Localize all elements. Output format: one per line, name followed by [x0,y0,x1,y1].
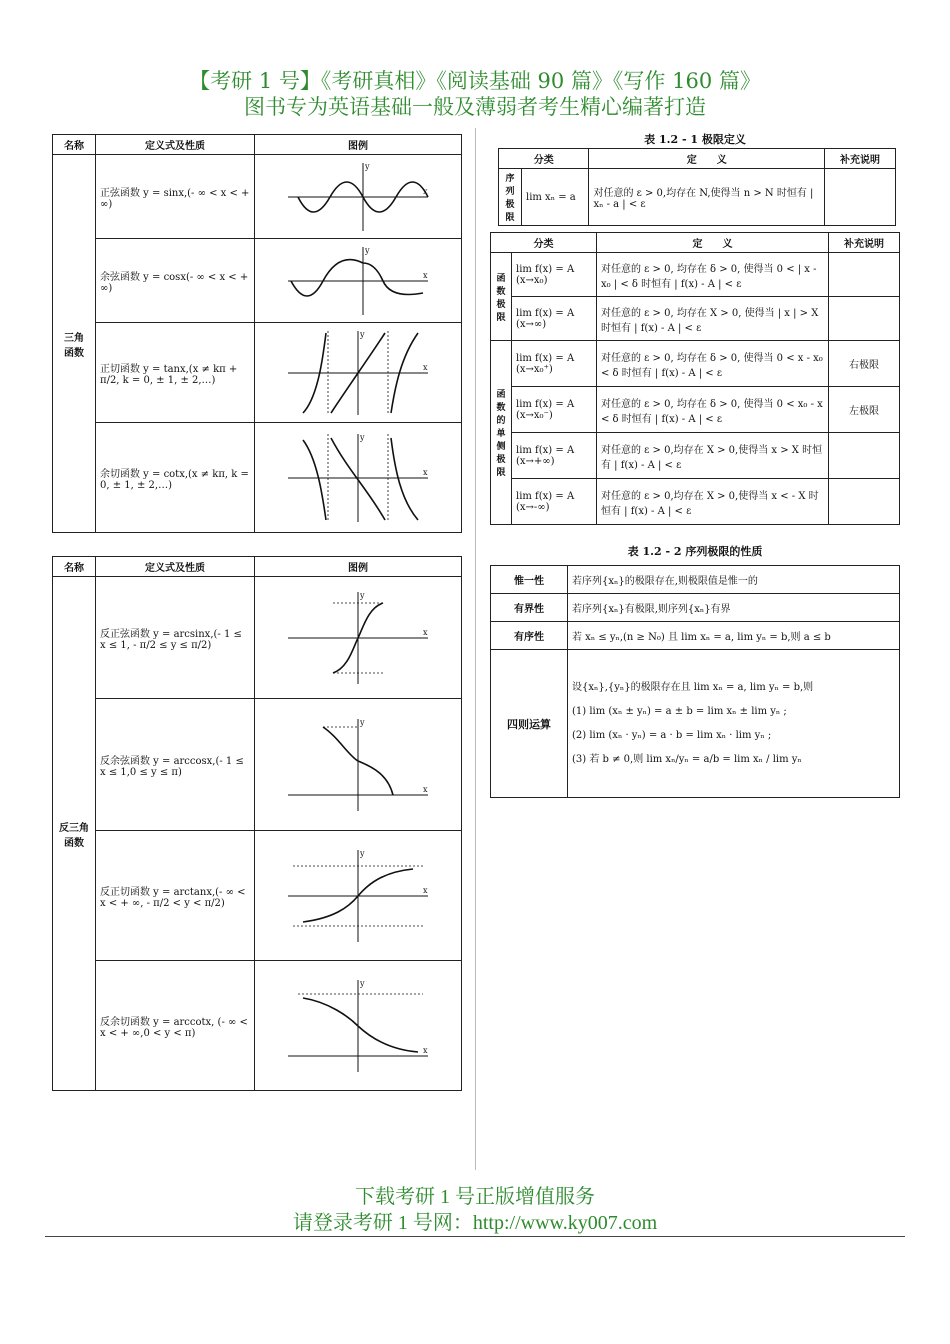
trig-function-table [52,134,462,533]
func-limit-note-1 [829,253,900,297]
col-header-definition: 定 义 [597,233,829,253]
cos-graph [283,243,433,319]
graph-cot [255,423,462,533]
footer-line-2: 请登录考研 1 号网：http://www.ky007.com [292,1212,658,1234]
def-arcsin: 反正弦函数 y = arcsinx,(- 1 ≤ x ≤ 1, - π/2 ≤ y ≤ π/2) [96,577,255,699]
graph-arccos [255,699,462,831]
tan-graph [283,327,433,419]
svg-text:y: y [365,245,370,255]
col-header-category: 分类 [499,149,589,169]
col-header-name: 名称 [53,557,96,577]
ops-rule-3: (3) 若 b ≠ 0,则 lim xₙ/yₙ = a/b = lim xₙ / lim yₙ [572,753,802,765]
seq-limit-note [825,169,896,226]
arccot-graph [283,976,433,1076]
col-header-note: 补充说明 [825,149,896,169]
def-cos: 余弦函数 y = cosx(- ∞ < x < + ∞) [96,239,255,323]
prop-text-uniqueness: 若序列{xₙ}的极限存在,则极限值是惟一的 [568,566,900,594]
svg-text:y: y [360,978,365,988]
graph-tan [255,323,462,423]
svg-text:y: y [365,161,370,171]
svg-text:x: x [423,627,428,637]
side-limit-definition-2: 对任意的 ε > 0, 均存在 δ > 0, 使得当 0 < x₀ - x < δ 时恒有 | f(x) - A | < ε [597,387,829,433]
graph-arccot [255,961,462,1091]
func-limit-definition-1: 对任意的 ε > 0, 均存在 δ > 0, 使得当 0 < | x - x₀ | < δ 时恒有 | f(x) - A | < ε [597,253,829,297]
sequence-limit-table [498,148,896,226]
side-limit-formula-4: lim f(x) = A (x→-∞) [512,479,597,525]
def-tan: 正切函数 y = tanx,(x ≠ kπ + π/2, k = 0, ± 1, ± 2,…) [96,323,255,423]
svg-text:x: x [423,885,428,895]
sin-graph [283,159,433,235]
seq-props-table [490,565,900,798]
header-line-2: 图书专为英语基础一般及薄弱者考生精心编著打造 [244,95,706,119]
def-cot: 余切函数 y = cotx,(x ≠ kπ, k = 0, ± 1, ± 2,…) [96,423,255,533]
func-limit-note-2 [829,297,900,341]
seq-props-caption: 表 1.2 - 2 序列极限的性质 [627,545,763,558]
col-header-name: 名称 [53,135,96,155]
arctan-graph [283,846,433,946]
col-header-definition: 定 义 [589,149,825,169]
graph-arcsin [255,577,462,699]
def-arccot: 反余切函数 y = arccotx, (- ∞ < x < + ∞,0 < y < π) [96,961,255,1091]
ops-rule-2: (2) lim (xₙ · yₙ) = a · b = lim xₙ · lim yₙ ; [572,729,772,741]
footer-rule [45,1236,905,1237]
svg-text:x: x [423,362,428,372]
side-limit-note-1: 右极限 [829,341,900,387]
function-limit-table [490,232,900,525]
graph-sin [255,155,462,239]
svg-text:y: y [360,432,365,442]
one-sided-limit-label: 函数的单侧极限 [491,341,512,525]
group-label-inverse: 反三角 函数 [53,577,96,1091]
prop-text-boundedness: 若序列{xₙ}有极限,则序列{xₙ}有界 [568,594,900,622]
svg-text:x: x [423,467,428,477]
group-label-trig: 三角 函数 [53,155,96,533]
svg-text:x: x [423,270,428,280]
prop-text-order: 若 xₙ ≤ yₙ,(n ≥ N₀) 且 lim xₙ = a, lim yₙ = b,则 a ≤ b [568,622,900,650]
side-limit-formula-2: lim f(x) = A (x→x₀⁻) [512,387,597,433]
ops-intro: 设{xₙ},{yₙ}的极限存在且 lim xₙ = a, lim yₙ = b,则 [572,681,814,693]
svg-text:x: x [423,186,428,196]
seq-limit-definition: 对任意的 ε > 0,均存在 N,使得当 n > N 时恒有 | xₙ - a | < ε [589,169,825,226]
arcsin-graph [283,588,433,688]
def-arctan: 反正切函数 y = arctanx,(- ∞ < x < + ∞, - π/2 < y < π/2) [96,831,255,961]
graph-cos [255,239,462,323]
ops-rule-1: (1) lim (xₙ ± yₙ) = a ± b = lim xₙ ± lim yₙ ; [572,705,787,717]
func-limit-definition-2: 对任意的 ε > 0, 均存在 X > 0, 使得当 | x | > X 时恒有 | f(x) - A | < ε [597,297,829,341]
function-limit-label: 函数极限 [491,253,512,341]
seq-limit-formula: lim xₙ = a [522,169,589,226]
side-limit-definition-1: 对任意的 ε > 0, 均存在 δ > 0, 使得当 0 < x - x₀ < δ 时恒有 | f(x) - A | < ε [597,341,829,387]
col-header-category: 分类 [491,233,597,253]
col-header-note: 补充说明 [829,233,900,253]
cot-graph [283,430,433,526]
col-header-graph: 图例 [255,557,462,577]
prop-name-uniqueness: 惟一性 [491,566,568,594]
graph-arctan [255,831,462,961]
side-limit-definition-3: 对任意的 ε > 0,均存在 X > 0,使得当 x > X 时恒有 | f(x) - A | < ε [597,433,829,479]
side-limit-note-2: 左极限 [829,387,900,433]
prop-text-arithmetic [568,650,900,798]
inverse-trig-table [52,556,462,1091]
svg-text:y: y [360,848,365,858]
prop-name-arithmetic: 四则运算 [491,650,568,798]
seq-limit-label: 序列极限 [499,169,522,226]
side-limit-note-3 [829,433,900,479]
col-header-definition: 定义式及性质 [96,557,255,577]
side-limit-note-4 [829,479,900,525]
prop-name-order: 有序性 [491,622,568,650]
prop-name-boundedness: 有界性 [491,594,568,622]
col-header-definition: 定义式及性质 [96,135,255,155]
func-limit-formula-2: lim f(x) = A (x→∞) [512,297,597,341]
side-limit-formula-3: lim f(x) = A (x→+∞) [512,433,597,479]
footer-line-1: 下载考研 1 号正版增值服务 [355,1186,595,1208]
svg-text:y: y [360,329,365,339]
svg-text:x: x [423,1045,428,1055]
arccos-graph [283,715,433,815]
def-arccos: 反余弦函数 y = arccosx,(- 1 ≤ x ≤ 1,0 ≤ y ≤ π) [96,699,255,831]
limit-def-caption: 表 1.2 - 1 极限定义 [644,133,746,146]
side-limit-definition-4: 对任意的 ε > 0,均存在 X > 0,使得当 x < - X 时恒有 | f(x) - A | < ε [597,479,829,525]
svg-text:y: y [360,590,365,600]
func-limit-formula-1: lim f(x) = A (x→x₀) [512,253,597,297]
col-header-graph: 图例 [255,135,462,155]
def-sin: 正弦函数 y = sinx,(- ∞ < x < + ∞) [96,155,255,239]
column-divider [475,128,476,1170]
side-limit-formula-1: lim f(x) = A (x→x₀⁺) [512,341,597,387]
svg-text:y: y [360,717,365,727]
header-line-1: 【考研 1 号】《考研真相》《阅读基础 90 篇》《写作 160 篇》 [189,69,761,93]
svg-text:x: x [423,784,428,794]
